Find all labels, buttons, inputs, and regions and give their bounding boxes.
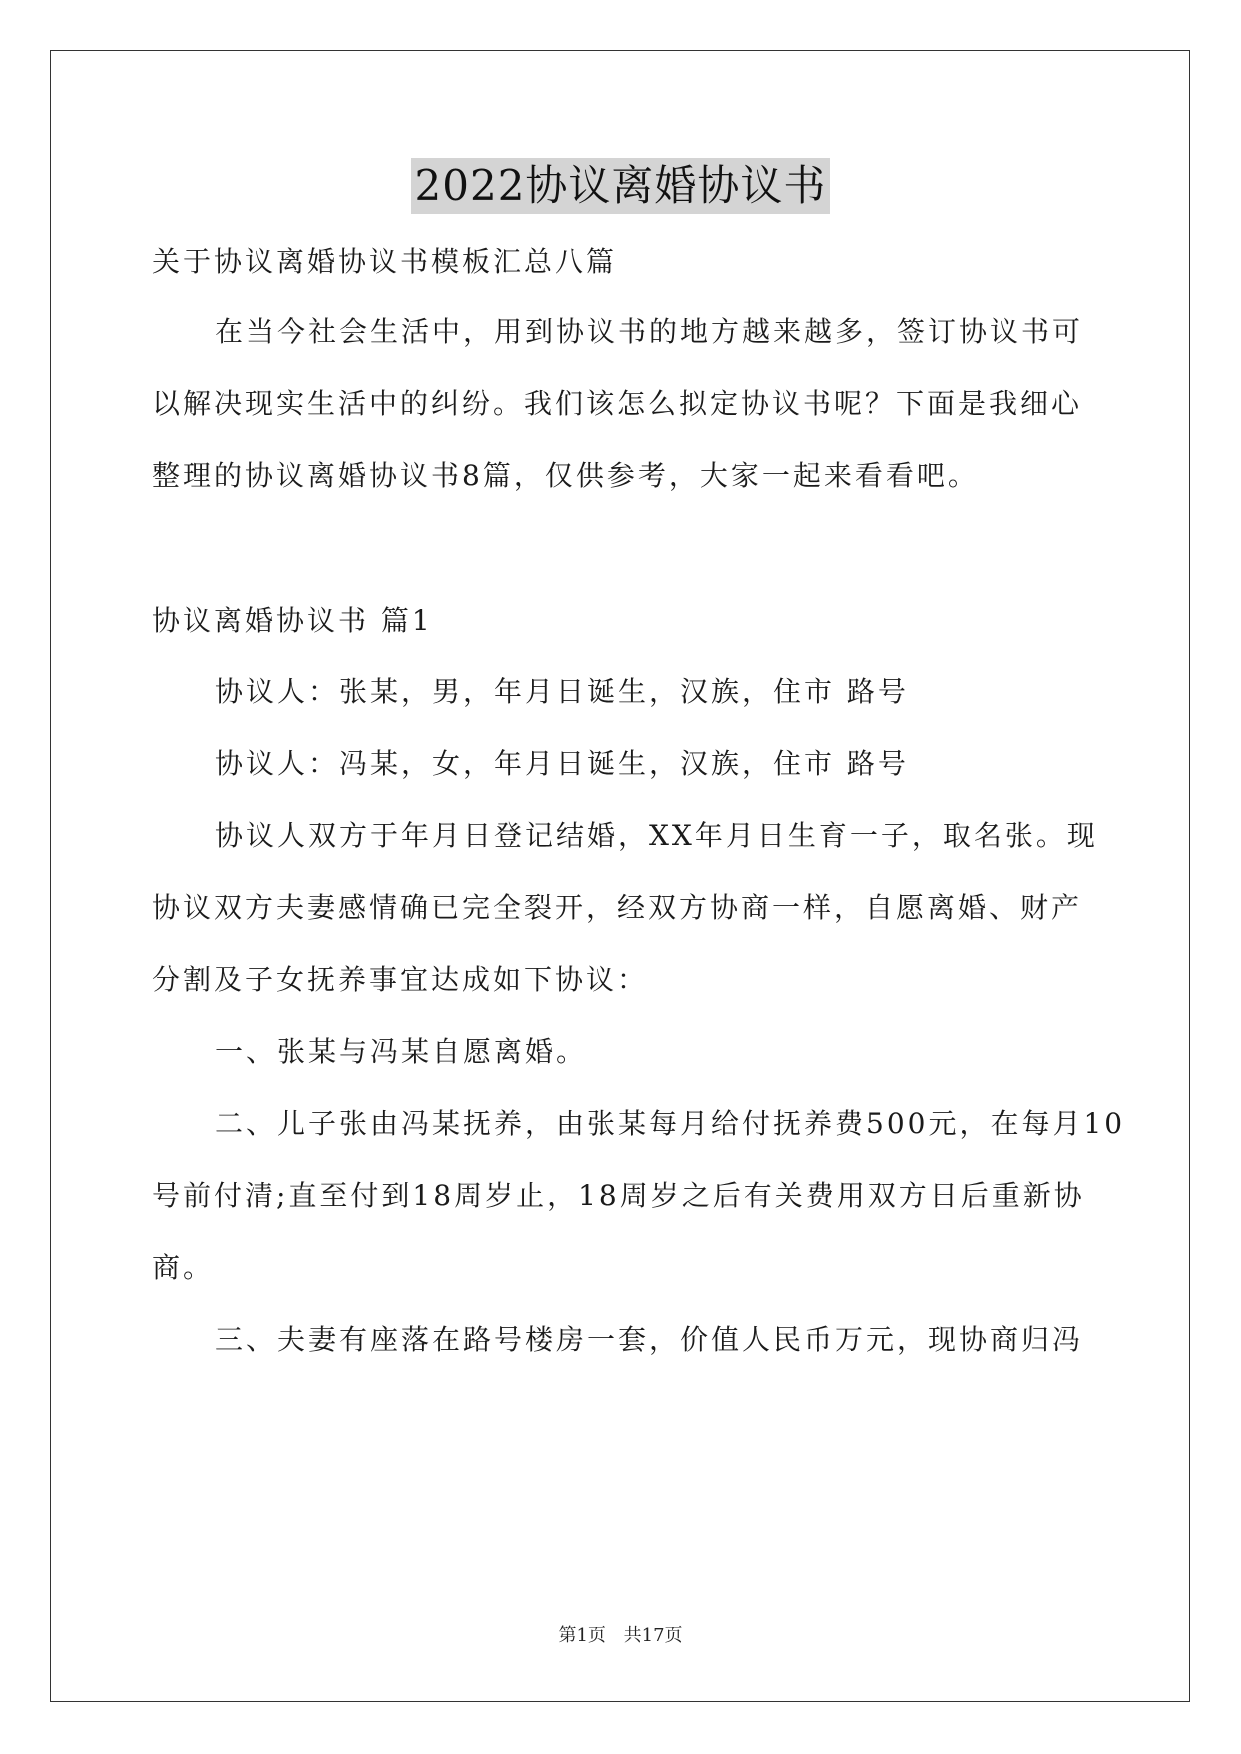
body-line: 商。: [152, 1251, 215, 1284]
section-heading: 协议离婚协议书 篇1: [152, 604, 433, 637]
body-line: 协议双方夫妻感情确已完全裂开，经双方协商一样，自愿离婚、财产: [152, 891, 1083, 924]
title-container: [0, 158, 1241, 214]
body-line: 号前付清;直至付到18周岁止，18周岁之后有关费用双方日后重新协: [152, 1179, 1085, 1212]
body-line: 分割及子女抚养事宜达成如下协议：: [152, 963, 649, 996]
page-footer: [0, 1624, 1241, 1648]
body-line: 在当今社会生活中，用到协议书的地方越来越多，签订协议书可: [215, 315, 1084, 348]
page-border: [50, 50, 1190, 1702]
document-title: 2022协议离婚协议书: [411, 158, 831, 214]
page-total: 共17页: [623, 1625, 683, 1646]
body-line: 整理的协议离婚协议书8篇，仅供参考，大家一起来看看吧。: [152, 459, 979, 492]
body-line: 协议人：张某，男，年月日诞生，汉族，住市 路号: [215, 675, 909, 708]
body-line: 一、张某与冯某自愿离婚。: [215, 1035, 588, 1068]
body-line: 二、儿子张由冯某抚养，由张某每月给付抚养费500元，在每月10: [215, 1107, 1126, 1140]
body-line: 协议人双方于年月日登记结婚，XX年月日生育一子，取名张。现: [215, 819, 1098, 852]
page-number: 第1页: [558, 1625, 606, 1646]
body-line: 以解决现实生活中的纠纷。我们该怎么拟定协议书呢？下面是我细心: [152, 387, 1083, 420]
body-line: 协议人：冯某，女，年月日诞生，汉族，住市 路号: [215, 747, 909, 780]
subtitle-line: 关于协议离婚协议书模板汇总八篇: [152, 245, 618, 278]
body-line: 三、夫妻有座落在路号楼房一套，价值人民币万元，现协商归冯: [215, 1323, 1084, 1356]
